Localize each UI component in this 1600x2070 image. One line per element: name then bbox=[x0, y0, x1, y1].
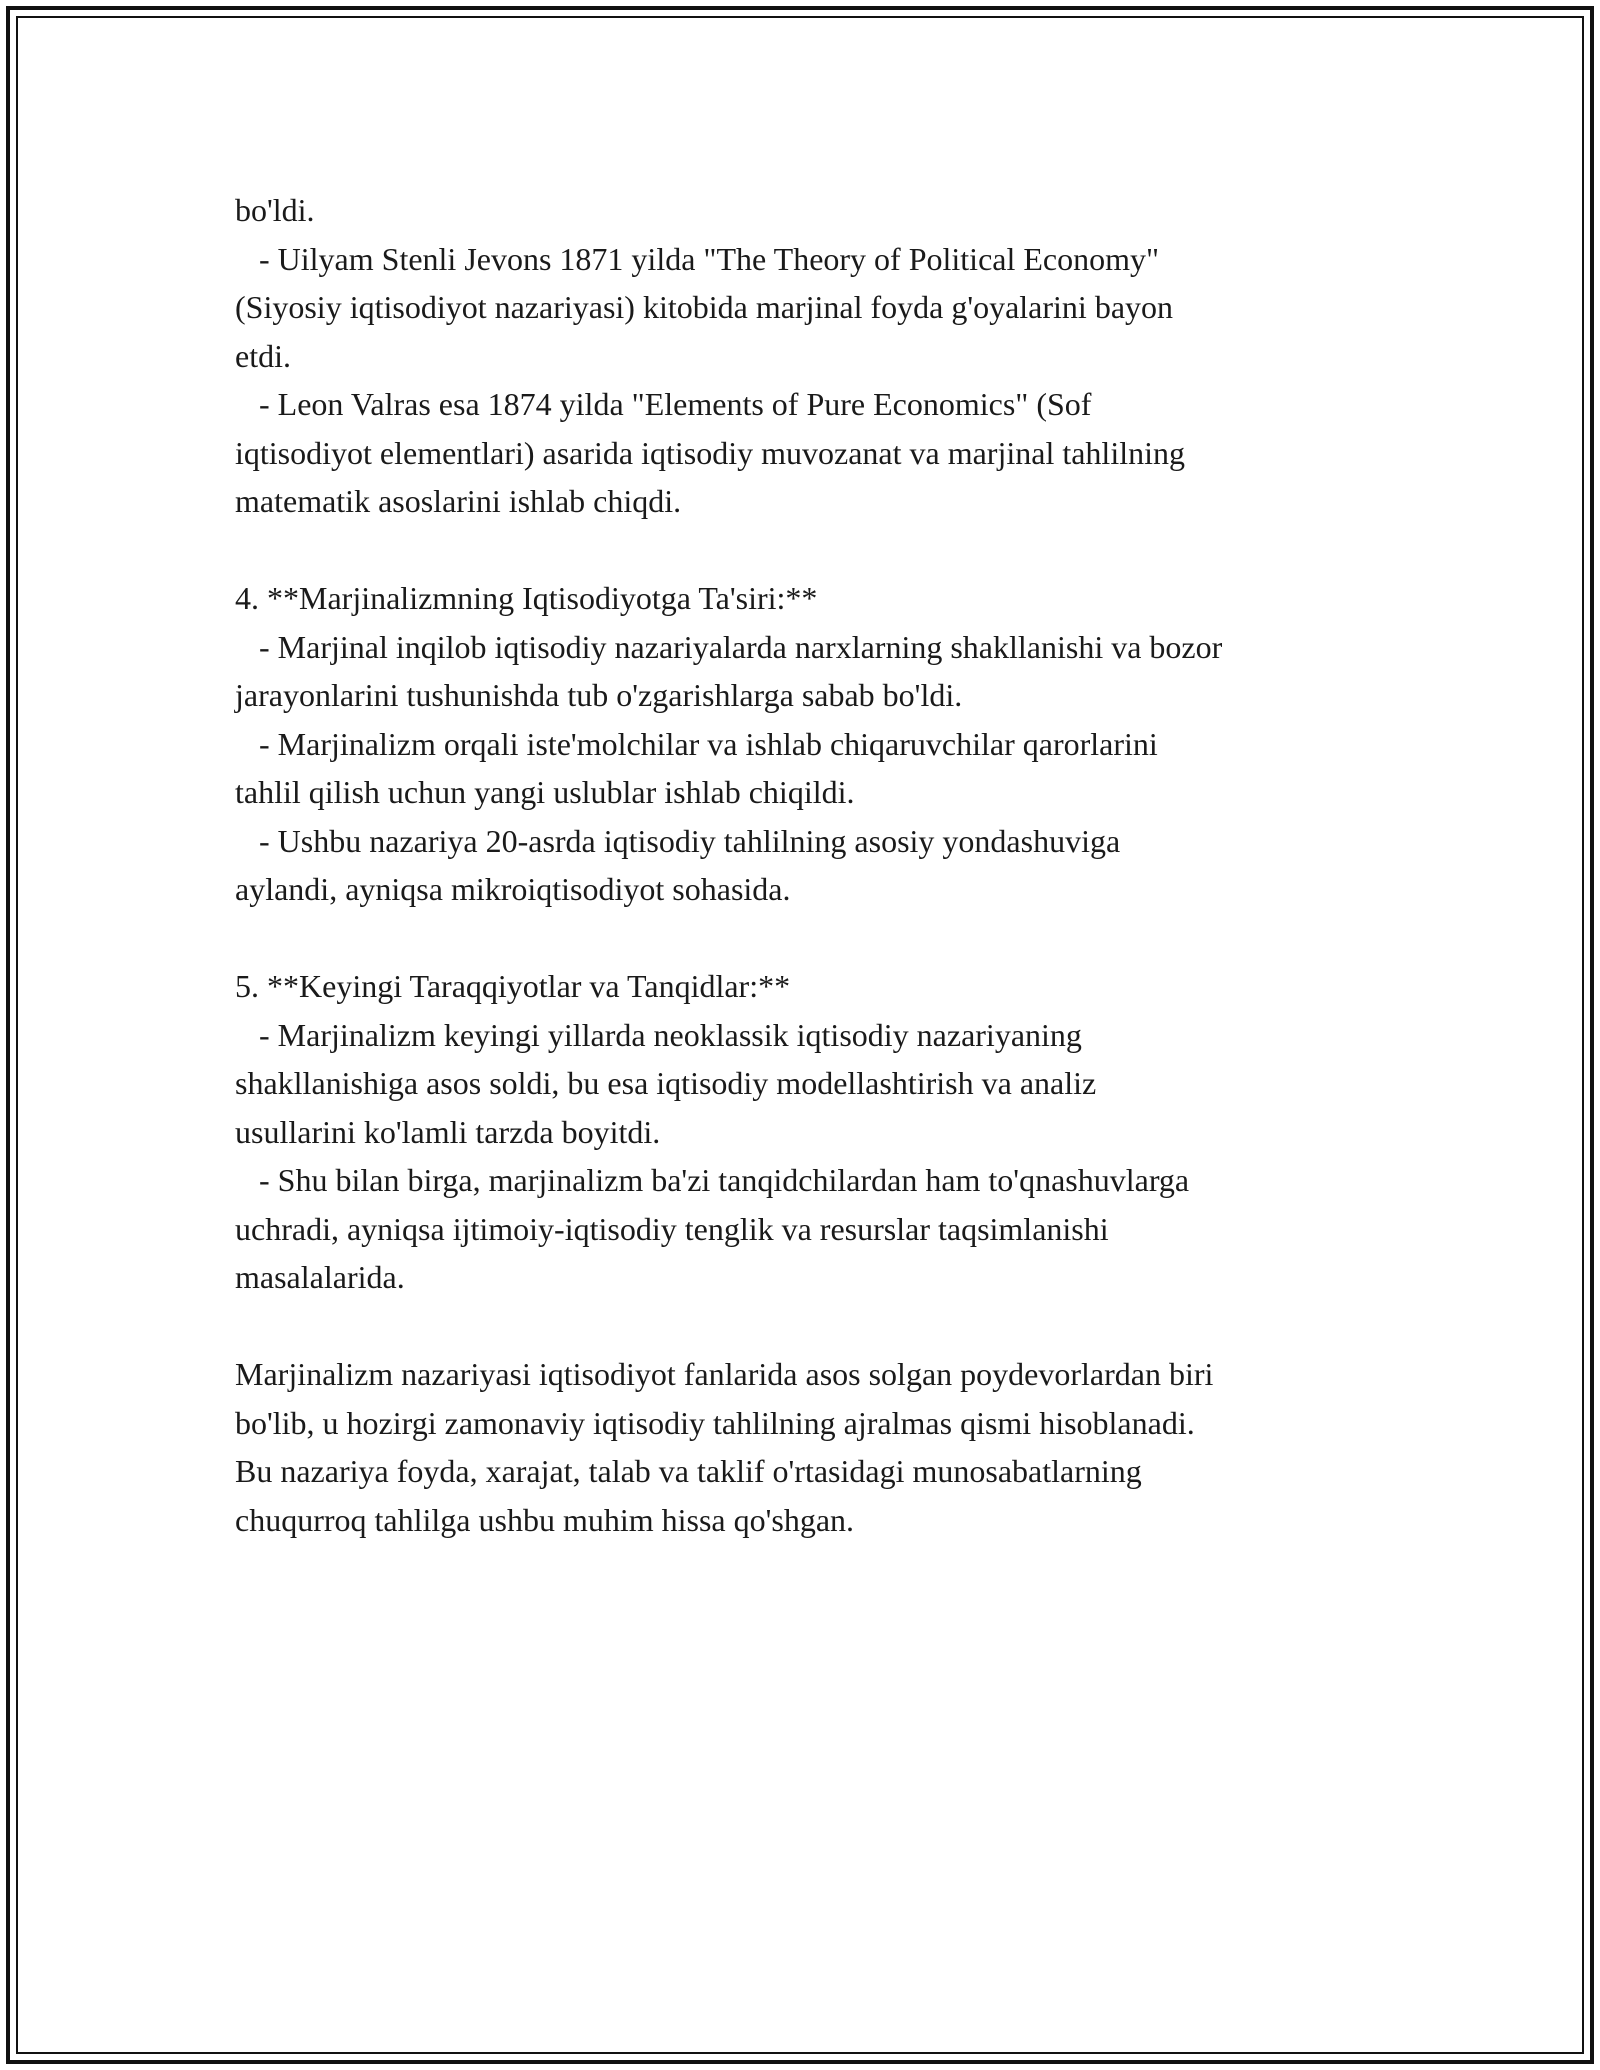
text-line: jarayonlarini tushunishda tub o'zgarishlarga sabab bo'ldi. bbox=[235, 677, 963, 713]
text-line: shakllanishiga asos soldi, bu esa iqtisodiy modellashtirish va analiz bbox=[235, 1065, 1097, 1101]
section-5 bbox=[235, 962, 1385, 1302]
section-heading: 5. **Keyingi Taraqqiyotlar va Tanqidlar:** bbox=[235, 968, 791, 1004]
text-line: - Marjinalizm keyingi yillarda neoklassik iqtisodiy nazariyaning bbox=[235, 1016, 1082, 1053]
text-line: etdi. bbox=[235, 337, 291, 374]
paragraph-spacer bbox=[235, 1302, 1385, 1351]
document-body bbox=[235, 186, 1385, 1544]
text-line: - Leon Valras esa 1874 yilda "Elements of Pure Economics" (Sof bbox=[235, 386, 1092, 422]
text-line: Bu nazariya foyda, xarajat, talab va taklif o'rtasidagi munosabatlarning bbox=[235, 1453, 1142, 1489]
text-line: - Shu bilan birga, marjinalizm ba'zi tanqidchilardan ham to'qnashuvlarga bbox=[235, 1162, 1190, 1198]
text-line: usullarini ko'lamli tarzda boyitdi. bbox=[235, 1113, 661, 1150]
text-line: iqtisodiyot elementlari) asarida iqtisodiy muvozanat va marjinal tahlilning bbox=[235, 434, 1185, 471]
section-4 bbox=[235, 574, 1385, 914]
conclusion-paragraph bbox=[235, 1350, 1385, 1544]
text-line: masalalarida. bbox=[235, 1259, 405, 1295]
text-line: matematik asoslarini ishlab chiqdi. bbox=[235, 483, 682, 519]
text-line: tahlil qilish uchun yangi uslublar ishlab chiqildi. bbox=[235, 774, 855, 810]
section-heading: 4. **Marjinalizmning Iqtisodiyotga Ta'siri:** bbox=[235, 580, 818, 616]
text-line: - Marjinalizm orqali iste'molchilar va ishlab chiqaruvchilar qarorlarini bbox=[235, 725, 1158, 762]
text-line: uchradi, ayniqsa ijtimoiy-iqtisodiy tenglik va resurslar taqsimlanishi bbox=[235, 1210, 1109, 1247]
text-line: Marjinalizm nazariyasi iqtisodiyot fanlarida asos solgan poydevorlardan biri bbox=[235, 1356, 1214, 1392]
text-line: bo'lib, u hozirgi zamonaviy iqtisodiy tahlilning ajralmas qismi hisoblanadi. bbox=[235, 1404, 1195, 1441]
paragraph-spacer bbox=[235, 526, 1385, 575]
text-line: aylandi, ayniqsa mikroiqtisodiyot sohasida. bbox=[235, 871, 791, 907]
text-line: - Ushbu nazariya 20-asrda iqtisodiy tahlilning asosiy yondashuviga bbox=[235, 822, 1121, 859]
paragraph-continuation bbox=[235, 186, 1385, 526]
text-line: - Uilyam Stenli Jevons 1871 yilda "The Theory of Political Economy" bbox=[235, 240, 1160, 277]
text-line: chuqurroq tahlilga ushbu muhim hissa qo'shgan. bbox=[235, 1501, 855, 1538]
text-line: - Marjinal inqilob iqtisodiy nazariyalarda narxlarning shakllanishi va bozor bbox=[235, 628, 1223, 665]
paragraph-spacer bbox=[235, 914, 1385, 963]
text-line: (Siyosiy iqtisodiyot nazariyasi) kitobida marjinal foyda g'oyalarini bayon bbox=[235, 289, 1174, 325]
text-line: bo'ldi. bbox=[235, 192, 315, 228]
